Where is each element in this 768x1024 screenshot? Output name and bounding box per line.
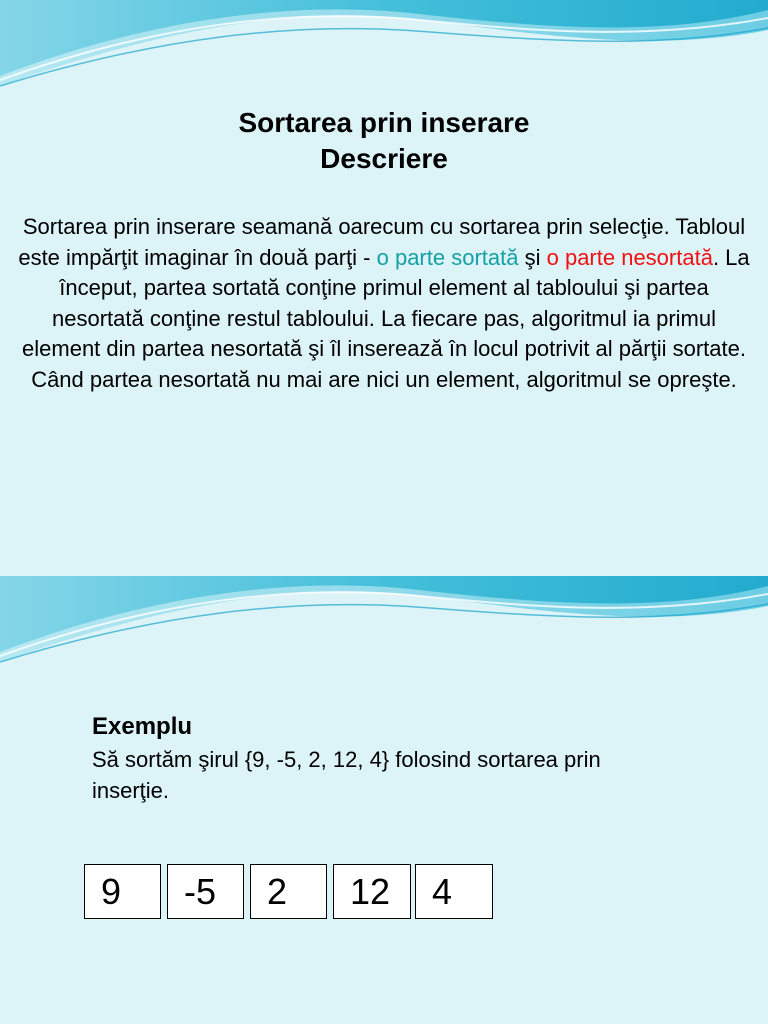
slide-example	[0, 576, 768, 1024]
example-text: Să sortăm şirul {9, -5, 2, 12, 4} folosind sortarea prin inserţie.	[92, 747, 601, 803]
array-cell-value: 12	[350, 871, 391, 912]
array-cell	[333, 864, 411, 919]
wave-decoration	[0, 576, 768, 676]
array-cell	[167, 864, 244, 919]
array-cell-value: 2	[267, 871, 288, 912]
description-text-3: . La început, partea sortată conţine primul element al tabloului şi partea nesortată conţine restul tabloului. La fiecare pas, algoritmul ia primul element din partea nesortată şi îl inserează în locul potrivit al părţii sortate. Când partea nesortată nu mai are nici un element, algoritmul se opreşte.	[22, 244, 750, 392]
array-cell	[415, 864, 493, 919]
array-cell	[250, 864, 327, 919]
description-text-2: şi	[518, 244, 547, 270]
array-cell	[84, 864, 161, 919]
description-text-1: Sortarea prin inserare seamană oarecum cu sortarea prin selecţie. Tabloul este impărţit imaginar în două parţi -	[18, 214, 746, 270]
description-paragraph	[18, 212, 750, 395]
wave-decoration	[0, 0, 768, 100]
array-cell-value: -5	[184, 871, 217, 912]
sorted-part-label: o parte sortată	[376, 244, 519, 270]
array-cell-value: 4	[432, 871, 453, 912]
page-title: Sortarea prin inserare	[238, 107, 530, 138]
array-cell-value: 9	[101, 871, 122, 912]
section-subtitle: Descriere	[320, 143, 448, 174]
example-heading: Exemplu	[92, 713, 193, 740]
unsorted-part-label: o parte nesortată	[546, 244, 713, 270]
